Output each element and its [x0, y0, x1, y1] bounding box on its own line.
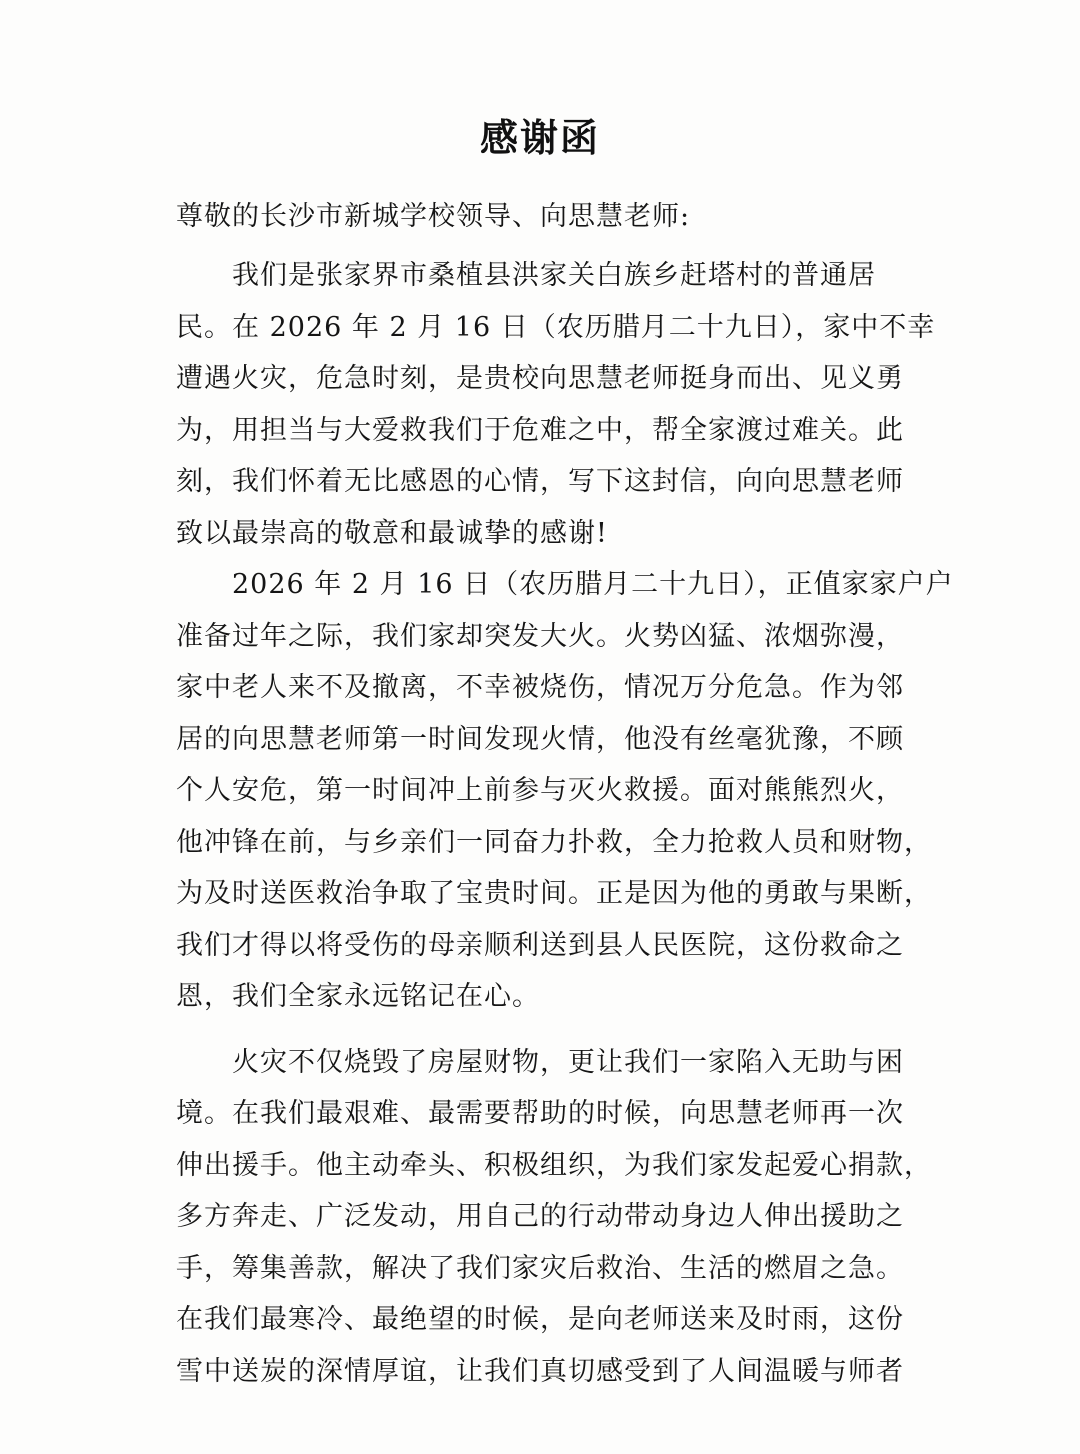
text-line: 个人安危，第一时间冲上前参与灭火救援。面对熊熊烈火， — [176, 775, 904, 806]
text-line: 伸出援手。他主动牵头、积极组织，为我们家发起爱心捐款， — [176, 1149, 932, 1181]
text-line: 家中老人来不及撤离，不幸被烧伤，情况万分危急。作为邻 — [176, 672, 904, 703]
text-line: 居的向思慧老师第一时间发现火情，他没有丝毫犹豫，不顾 — [176, 723, 904, 755]
text-line: 他冲锋在前，与乡亲们一同奋力扑救，全力抢救人员和财物， — [176, 826, 932, 858]
letter-title: 感谢函 — [479, 115, 600, 160]
text-line: 为及时送医救治争取了宝贵时间。正是因为他的勇敢与果断， — [176, 878, 932, 909]
text-line: 准备过年之际，我们家却突发大火。火势凶猛、浓烟弥漫， — [176, 620, 904, 652]
text-line: 致以最崇高的敬意和最诚挚的感谢! — [176, 517, 608, 549]
text-line: 2026 年 2 月 16 日（农历腊月二十九日），正值家家户户 — [232, 569, 954, 600]
text-line: 恩，我们全家永远铭记在心。 — [176, 981, 540, 1012]
text-line: 火灾不仅烧毁了房屋财物，更让我们一家陷入无助与困 — [232, 1046, 904, 1078]
text-line: 遭遇火灾，危急时刻，是贵校向思慧老师挺身而出、见义勇 — [176, 363, 904, 394]
text-line: 我们才得以将受伤的母亲顺利送到县人民医院，这份救命之 — [176, 929, 904, 961]
paragraph — [176, 250, 936, 559]
letter-body — [176, 250, 954, 1397]
text-line: 我们是张家界市桑植县洪家关白族乡赶塔村的普通居 — [232, 260, 876, 291]
paragraph — [176, 559, 954, 1023]
text-line: 刻，我们怀着无比感恩的心情，写下这封信，向向思慧老师 — [176, 466, 904, 497]
text-line: 多方奔走、广泛发动，用自己的行动带动身边人伸出援助之 — [176, 1201, 904, 1232]
text-line: 手，筹集善款，解决了我们家灾后救治、生活的燃眉之急。 — [176, 1252, 904, 1284]
salutation: 尊敬的长沙市新城学校领导、向思慧老师: — [176, 201, 691, 232]
text-line: 境。在我们最艰难、最需要帮助的时候，向思慧老师再一次 — [176, 1098, 904, 1129]
text-line: 在我们最寒冷、最绝望的时候，是向老师送来及时雨，这份 — [176, 1304, 904, 1335]
paragraph — [176, 1037, 932, 1398]
text-line: 雪中送炭的深情厚谊，让我们真切感受到了人间温暖与师者 — [176, 1355, 904, 1387]
text-line: 为，用担当与大爱救我们于危难之中，帮全家渡过难关。此 — [176, 414, 904, 446]
text-line: 民。在 2026 年 2 月 16 日（农历腊月二十九日），家中不幸 — [176, 311, 936, 343]
